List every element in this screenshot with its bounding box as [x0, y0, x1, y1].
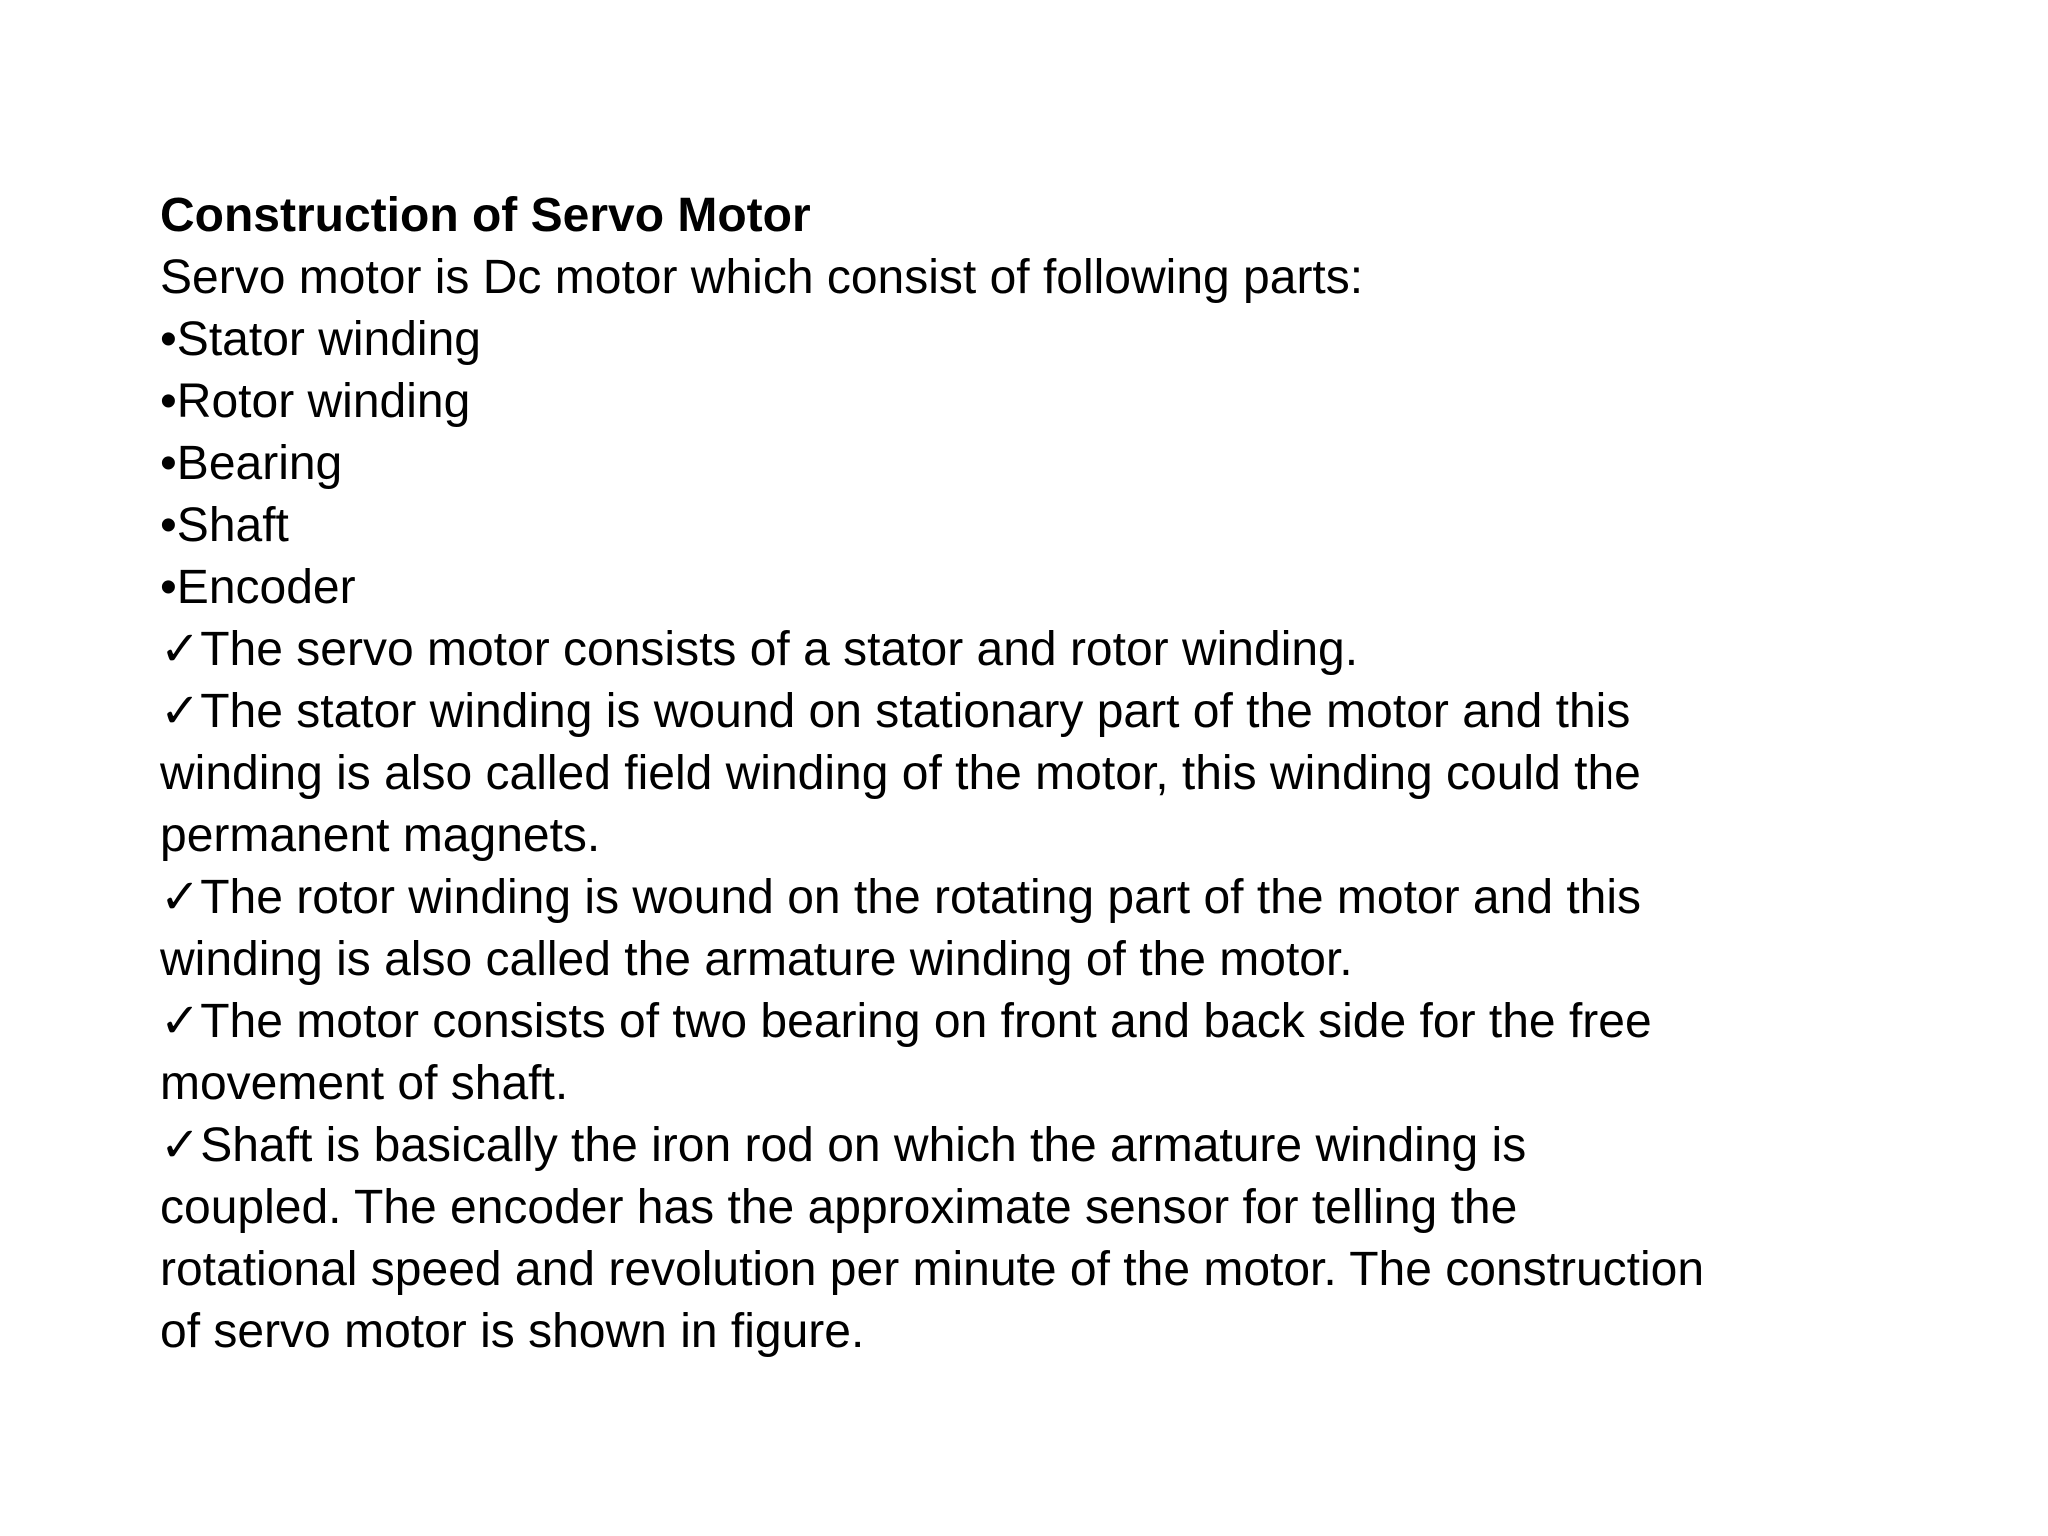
part-item: •Shaft	[160, 499, 289, 552]
check-point-line: ✓The rotor winding is wound on the rotating part of the motor and this	[160, 871, 1642, 924]
check-point-line: ✓The stator winding is wound on stationary part of the motor and this	[160, 685, 1631, 738]
slide-title: Construction of Servo Motor	[160, 189, 811, 242]
check-point-line: of servo motor is shown in figure.	[160, 1305, 865, 1358]
check-point-line: rotational speed and revolution per minute of the motor. The construction	[160, 1243, 1705, 1296]
check-point-line: ✓The servo motor consists of a stator and rotor winding.	[160, 623, 1359, 676]
part-item: •Stator winding	[160, 313, 481, 366]
check-point	[160, 1115, 1960, 1363]
check-point-line: ✓The motor consists of two bearing on front and back side for the free	[160, 995, 1652, 1048]
part-item: •Bearing	[160, 437, 343, 490]
check-point-line: coupled. The encoder has the approximate sensor for telling the	[160, 1181, 1518, 1234]
check-point-line: winding is also called field winding of the motor, this winding could the	[160, 747, 1641, 800]
check-point	[160, 867, 1960, 991]
check-point	[160, 619, 1960, 681]
check-point-line: ✓Shaft is basically the iron rod on which the armature winding is	[160, 1119, 1527, 1172]
check-point-line: permanent magnets.	[160, 809, 601, 862]
check-point-line: winding is also called the armature winding of the motor.	[160, 933, 1353, 986]
check-point	[160, 681, 1960, 867]
part-item: •Rotor winding	[160, 375, 471, 428]
part-item: •Encoder	[160, 561, 356, 614]
slide-content	[160, 185, 1960, 1363]
check-point	[160, 991, 1960, 1115]
intro-text: Servo motor is Dc motor which consist of following parts:	[160, 251, 1364, 304]
check-point-line: movement of shaft.	[160, 1057, 569, 1110]
